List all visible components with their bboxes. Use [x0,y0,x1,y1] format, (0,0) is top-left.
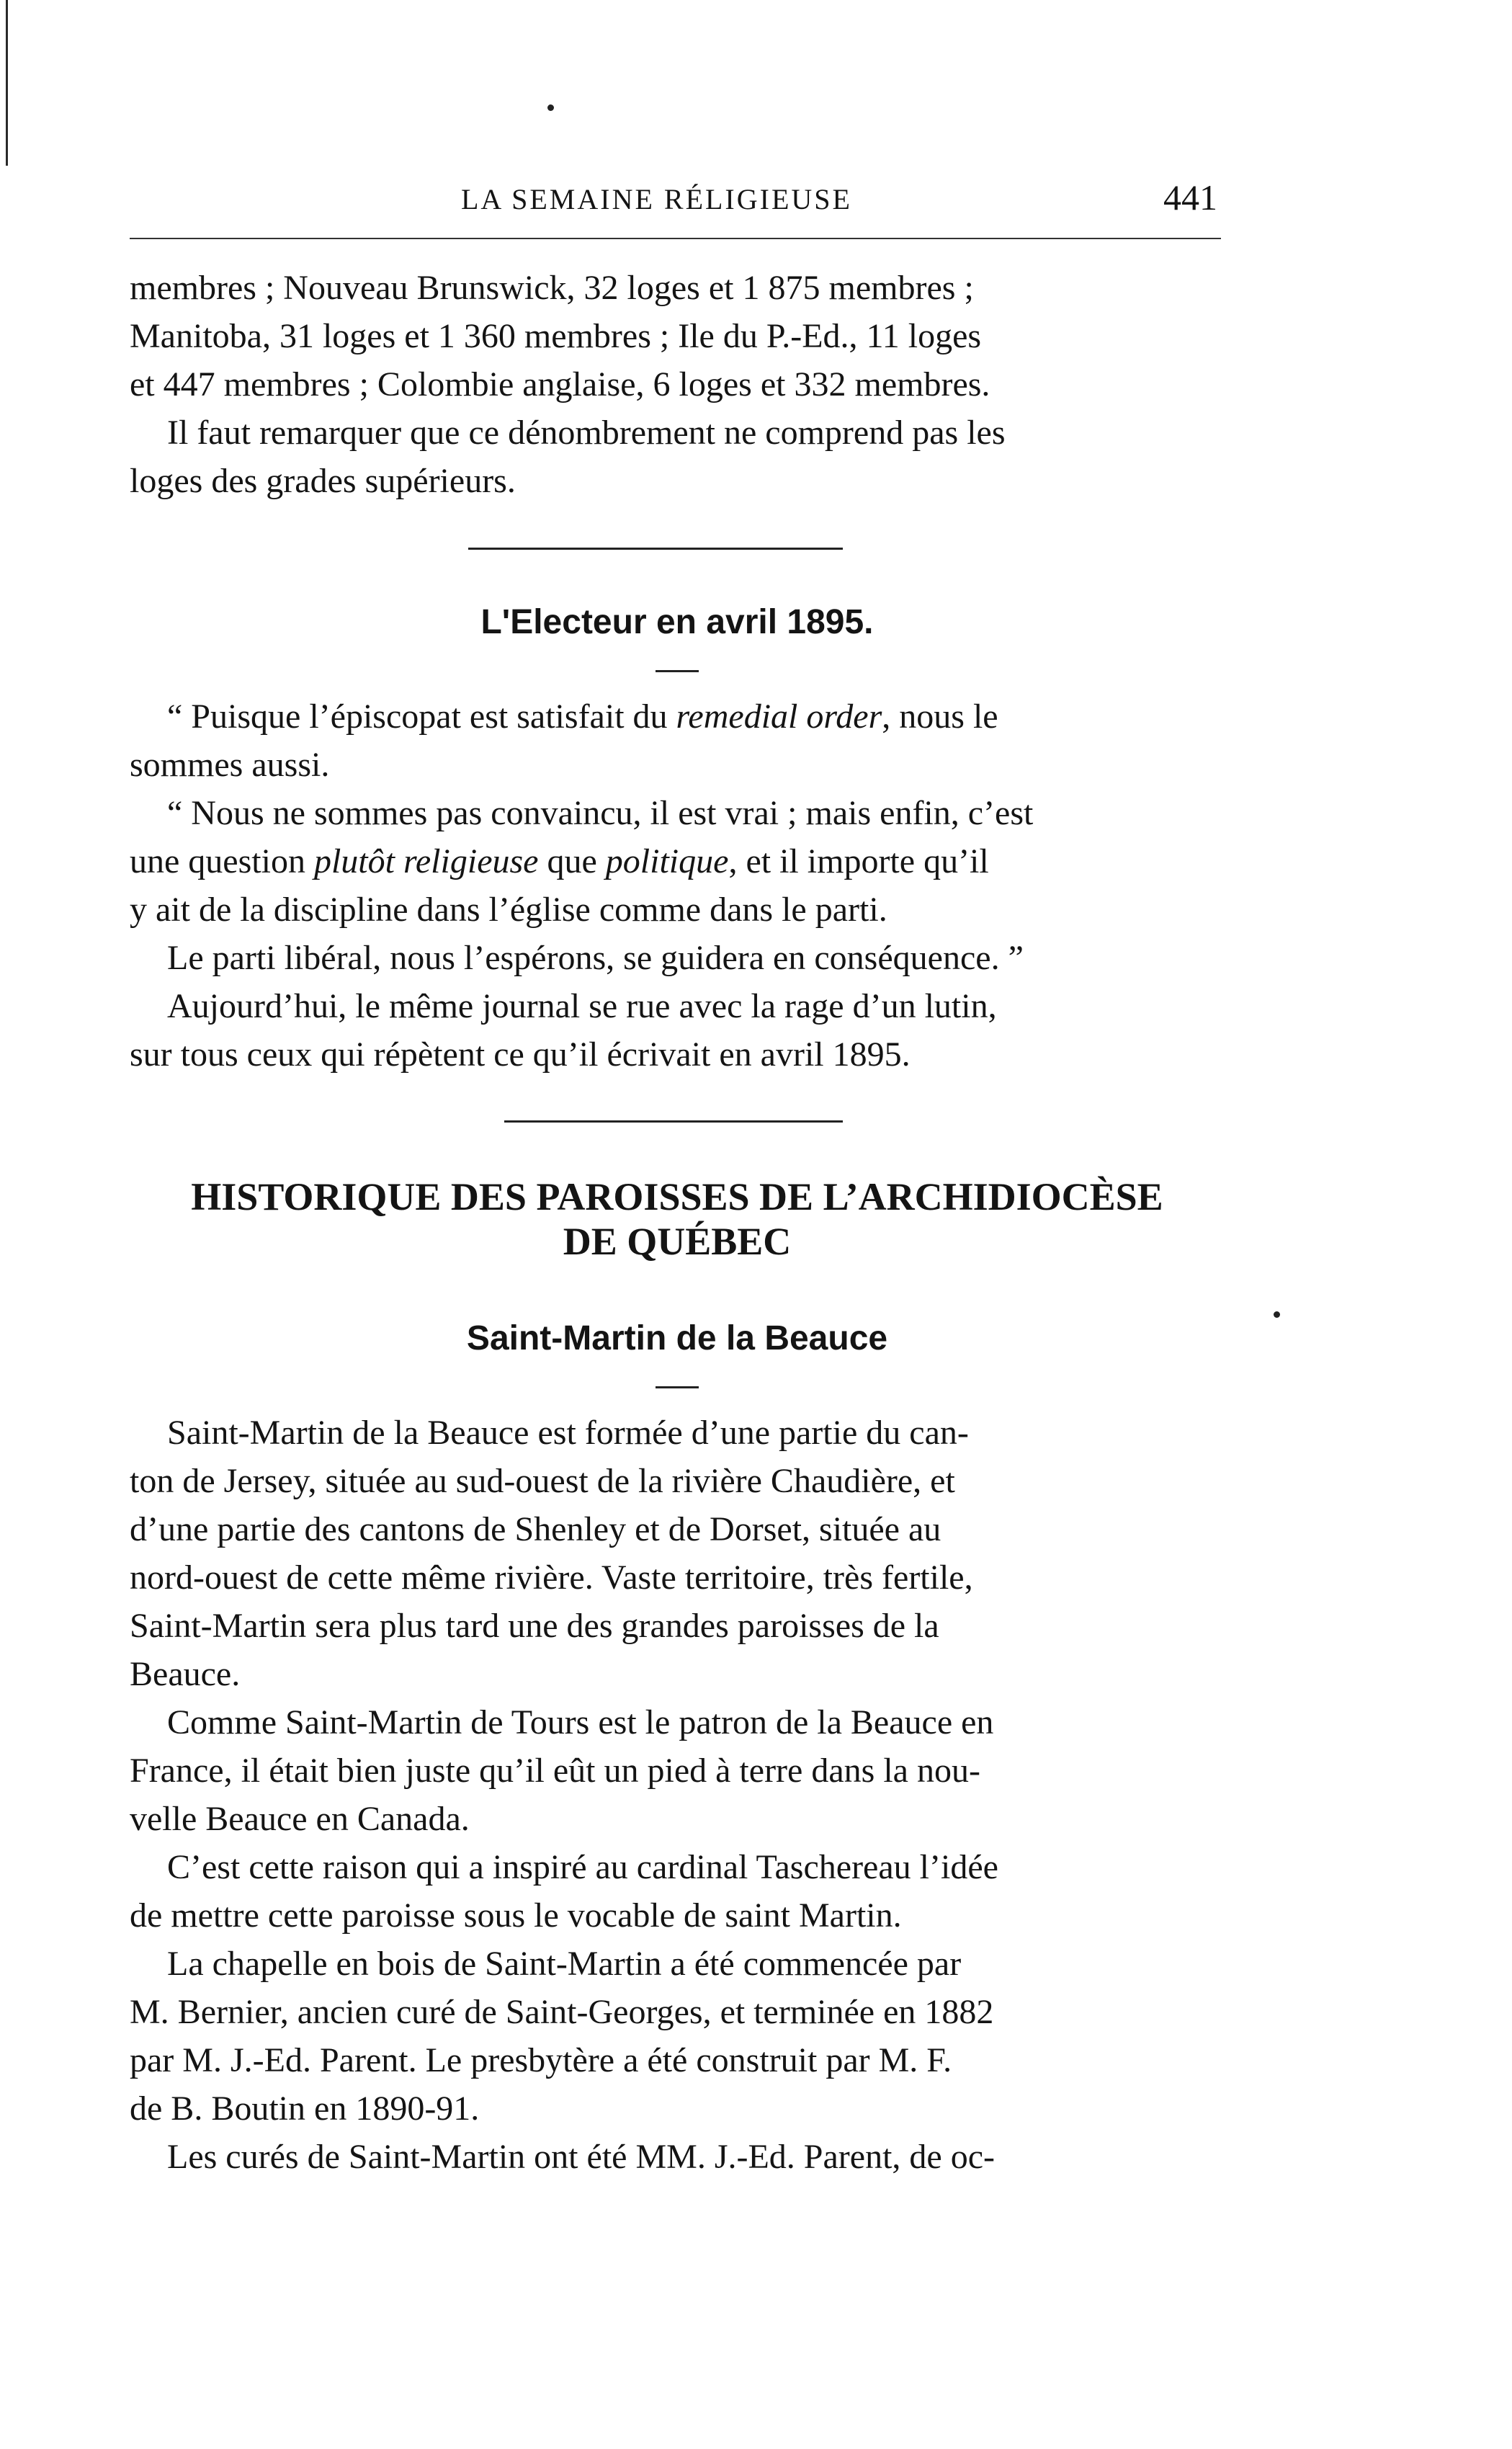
section-title: L'Electeur en avril 1895. [480,603,874,641]
scan-edge-mark [6,0,8,166]
text-line: ton de Jersey, située au sud-ouest de la rivière Chaudière, et [130,1462,955,1500]
text-line: Il faut remarquer que ce dénombrement ne comprend pas les [167,414,1006,452]
text-line: Beauce. [130,1655,241,1693]
text-line: membres ; Nouveau Brunswick, 32 loges et 1 875 membres ; [130,269,974,307]
text-line: Saint-Martin de la Beauce est formée d’une partie du can- [167,1414,969,1452]
text-line: Saint-Martin sera plus tard une des grandes paroisses de la [130,1607,939,1645]
section-subtitle: Saint-Martin de la Beauce [466,1319,888,1357]
chapter-title-line: DE QUÉBEC [563,1220,792,1263]
text-line: Les curés de Saint-Martin ont été MM. J.-Ed. Parent, de oc- [167,2138,996,2176]
text-line: sommes aussi. [130,746,330,784]
text-line: nord-ouest de cette même rivière. Vaste territoire, très fertile, [130,1558,973,1597]
text-line: de mettre cette paroisse sous le vocable de saint Martin. [130,1896,902,1935]
ink-speck [1274,1311,1280,1318]
section-separator-rule [504,1120,843,1123]
page-number: 441 [1163,177,1217,218]
header-rule [130,238,1221,239]
chapter-title-line: HISTORIQUE DES PAROISSES DE L’ARCHIDIOCÈSE [191,1175,1163,1218]
chapter-title [130,1174,1225,1264]
quote-paragraph [130,692,998,789]
text-line: de B. Boutin en 1890-91. [130,2089,480,2128]
text-line: Manitoba, 31 loges et 1 360 membres ; Ile du P.-Ed., 11 loges [130,317,982,355]
text-paragraph [130,1409,973,1698]
title-dash [656,670,699,672]
title-dash [656,1386,699,1388]
text-line: Aujourd’hui, le même journal se rue avec la rage d’un lutin, [167,987,997,1025]
text-paragraph [130,1843,998,1940]
text-line: et 447 membres ; Colombie anglaise, 6 loges et 332 membres. [130,365,990,403]
text-line: La chapelle en bois de Saint-Martin a été commencée par [167,1945,962,1983]
text-line: C’est cette raison qui a inspiré au cardinal Taschereau l’idée [167,1848,998,1886]
ink-speck [547,104,554,111]
text-line: Comme Saint-Martin de Tours est le patron de la Beauce en [167,1703,994,1741]
text-line: sur tous ceux qui répètent ce qu’il écrivait en avril 1895. [130,1035,911,1074]
text-paragraph [130,1940,993,2133]
text-line: France, il était bien juste qu’il eût un pied à terre dans la nou- [130,1752,980,1790]
running-title: LA SEMAINE RÉLIGIEUSE [461,183,852,215]
text-line: “ Nous ne sommes pas convaincu, il est vrai ; mais enfin, c’est [167,794,1034,832]
text-line: une question plutôt religieuse que politique, et il importe qu’il [130,842,989,880]
quote-paragraph [130,934,1024,982]
intro-paragraph [130,264,1006,505]
text-paragraph [130,1698,993,1843]
text-line: d’une partie des cantons de Shenley et de Dorset, située au [130,1510,941,1548]
running-head [130,177,1225,220]
text-line: M. Bernier, ancien curé de Saint-Georges, et terminée en 1882 [130,1993,994,2031]
text-line: y ait de la discipline dans l’église comme dans le parti. [130,891,887,929]
text-line: velle Beauce en Canada. [130,1800,470,1838]
text-line: loges des grades supérieurs. [130,462,516,500]
text-line: “ Puisque l’épiscopat est satisfait du remedial order, nous le [167,697,998,736]
text-paragraph [130,982,997,1079]
quote-paragraph [130,789,1033,934]
text-paragraph [130,2133,995,2181]
text-line: Le parti libéral, nous l’espérons, se guidera en conséquence. ” [167,939,1024,977]
section-separator-rule [468,548,843,550]
text-line: par M. J.-Ed. Parent. Le presbytère a été construit par M. F. [130,2041,952,2079]
